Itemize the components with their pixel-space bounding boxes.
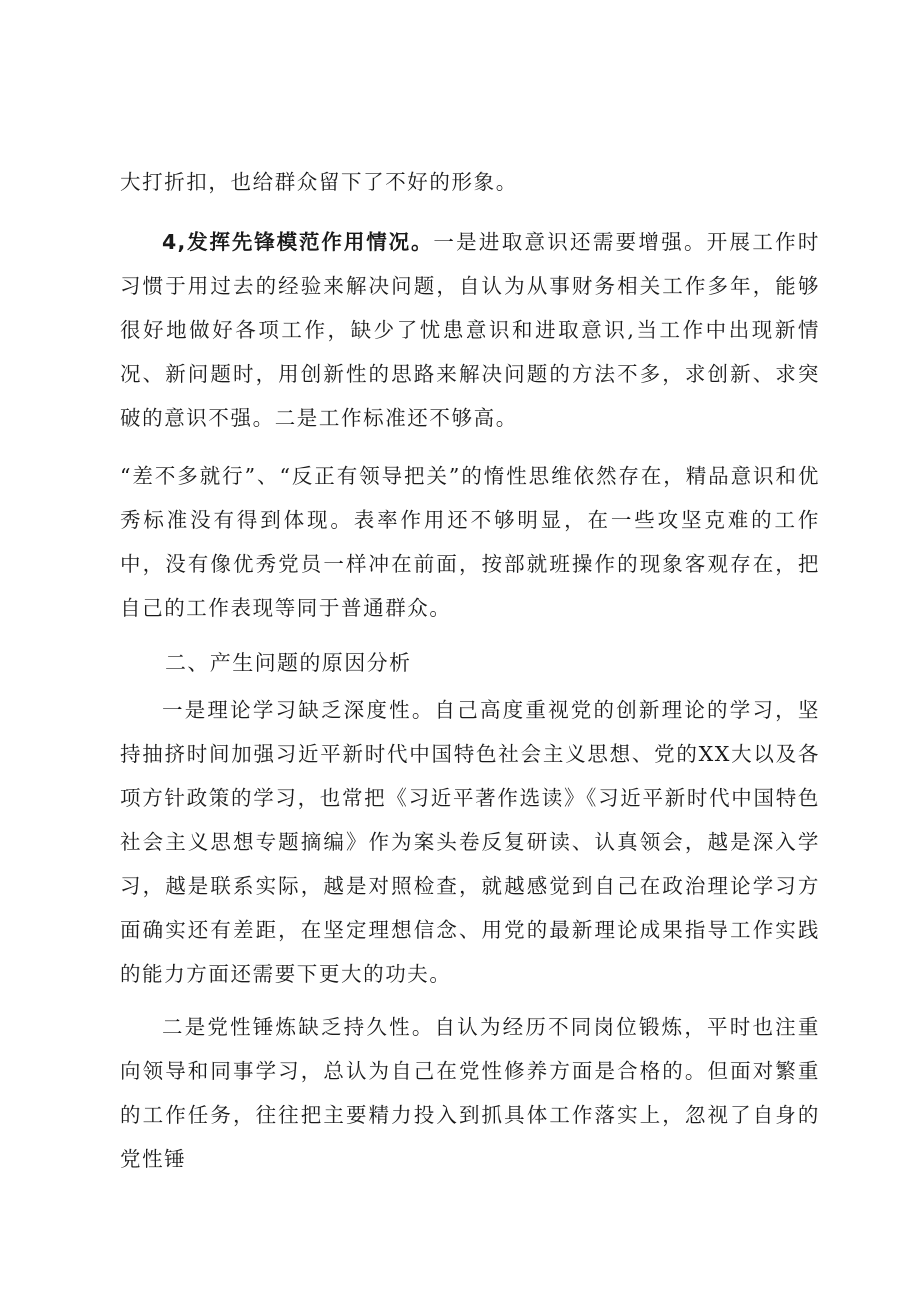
paragraph-vanguard-role: [120, 220, 820, 440]
paragraph-continuation: 大打折扣，也给群众留下了不好的形象。: [120, 170, 518, 194]
section-heading: 二、产生问题的原因分析: [165, 651, 412, 675]
paragraph-party-spirit: 二是党性锤炼缺乏持久性。自认为经历不同岗位锻炼，平时也注重向领导和同事学习，总认为自己在党性修养方面是合格的。但面对繁重的工作任务，往往把主要精力投入到抓具体工作落实上，忽视了自身的党性锤: [120, 1015, 820, 1171]
paragraph-body: 一是进取意识还需要增强。开展工作时习惯于用过去的经验来解决问题，自认为从事财务相关工作多年，能够很好地做好各项工作，缺少了忧患意识和进取意识,当工作中出现新情况、新问题时，用创新性的思路来解决问题的方法不多，求创新、求突破的意识不强。二是工作标准还不够高。: [120, 230, 820, 430]
paragraph-theory-study: 一是理论学习缺乏深度性。自己高度重视党的创新理论的学习，坚持抽挤时间加强习近平新时代中国特色社会主义思想、党的XX大以及各项方针政策的学习，也常把《习近平著作选读》《习近平新时代中国特色社会主义思想专题摘编》作为案头卷反复研读、认真领会，越是深入学习，越是联系实际，越是对照检查，就越感觉到自己在政治理论学习方面确实还有差距，在坚定理想信念、用党的最新理论成果指导工作实践的能力方面还需要下更大的功夫。: [120, 698, 820, 986]
paragraph-lead-bold: 4,发挥先锋模范作用情况。: [162, 230, 434, 254]
paragraph-inertia-thinking: “差不多就行”、“反正有领导把关”的惰性思维依然存在，精品意识和优秀标准没有得到体现。表率作用还不够明显，在一些攻坚克难的工作中，没有像优秀党员一样冲在前面，按部就班操作的现象客观存在，把自己的工作表现等同于普通群众。: [120, 464, 820, 620]
